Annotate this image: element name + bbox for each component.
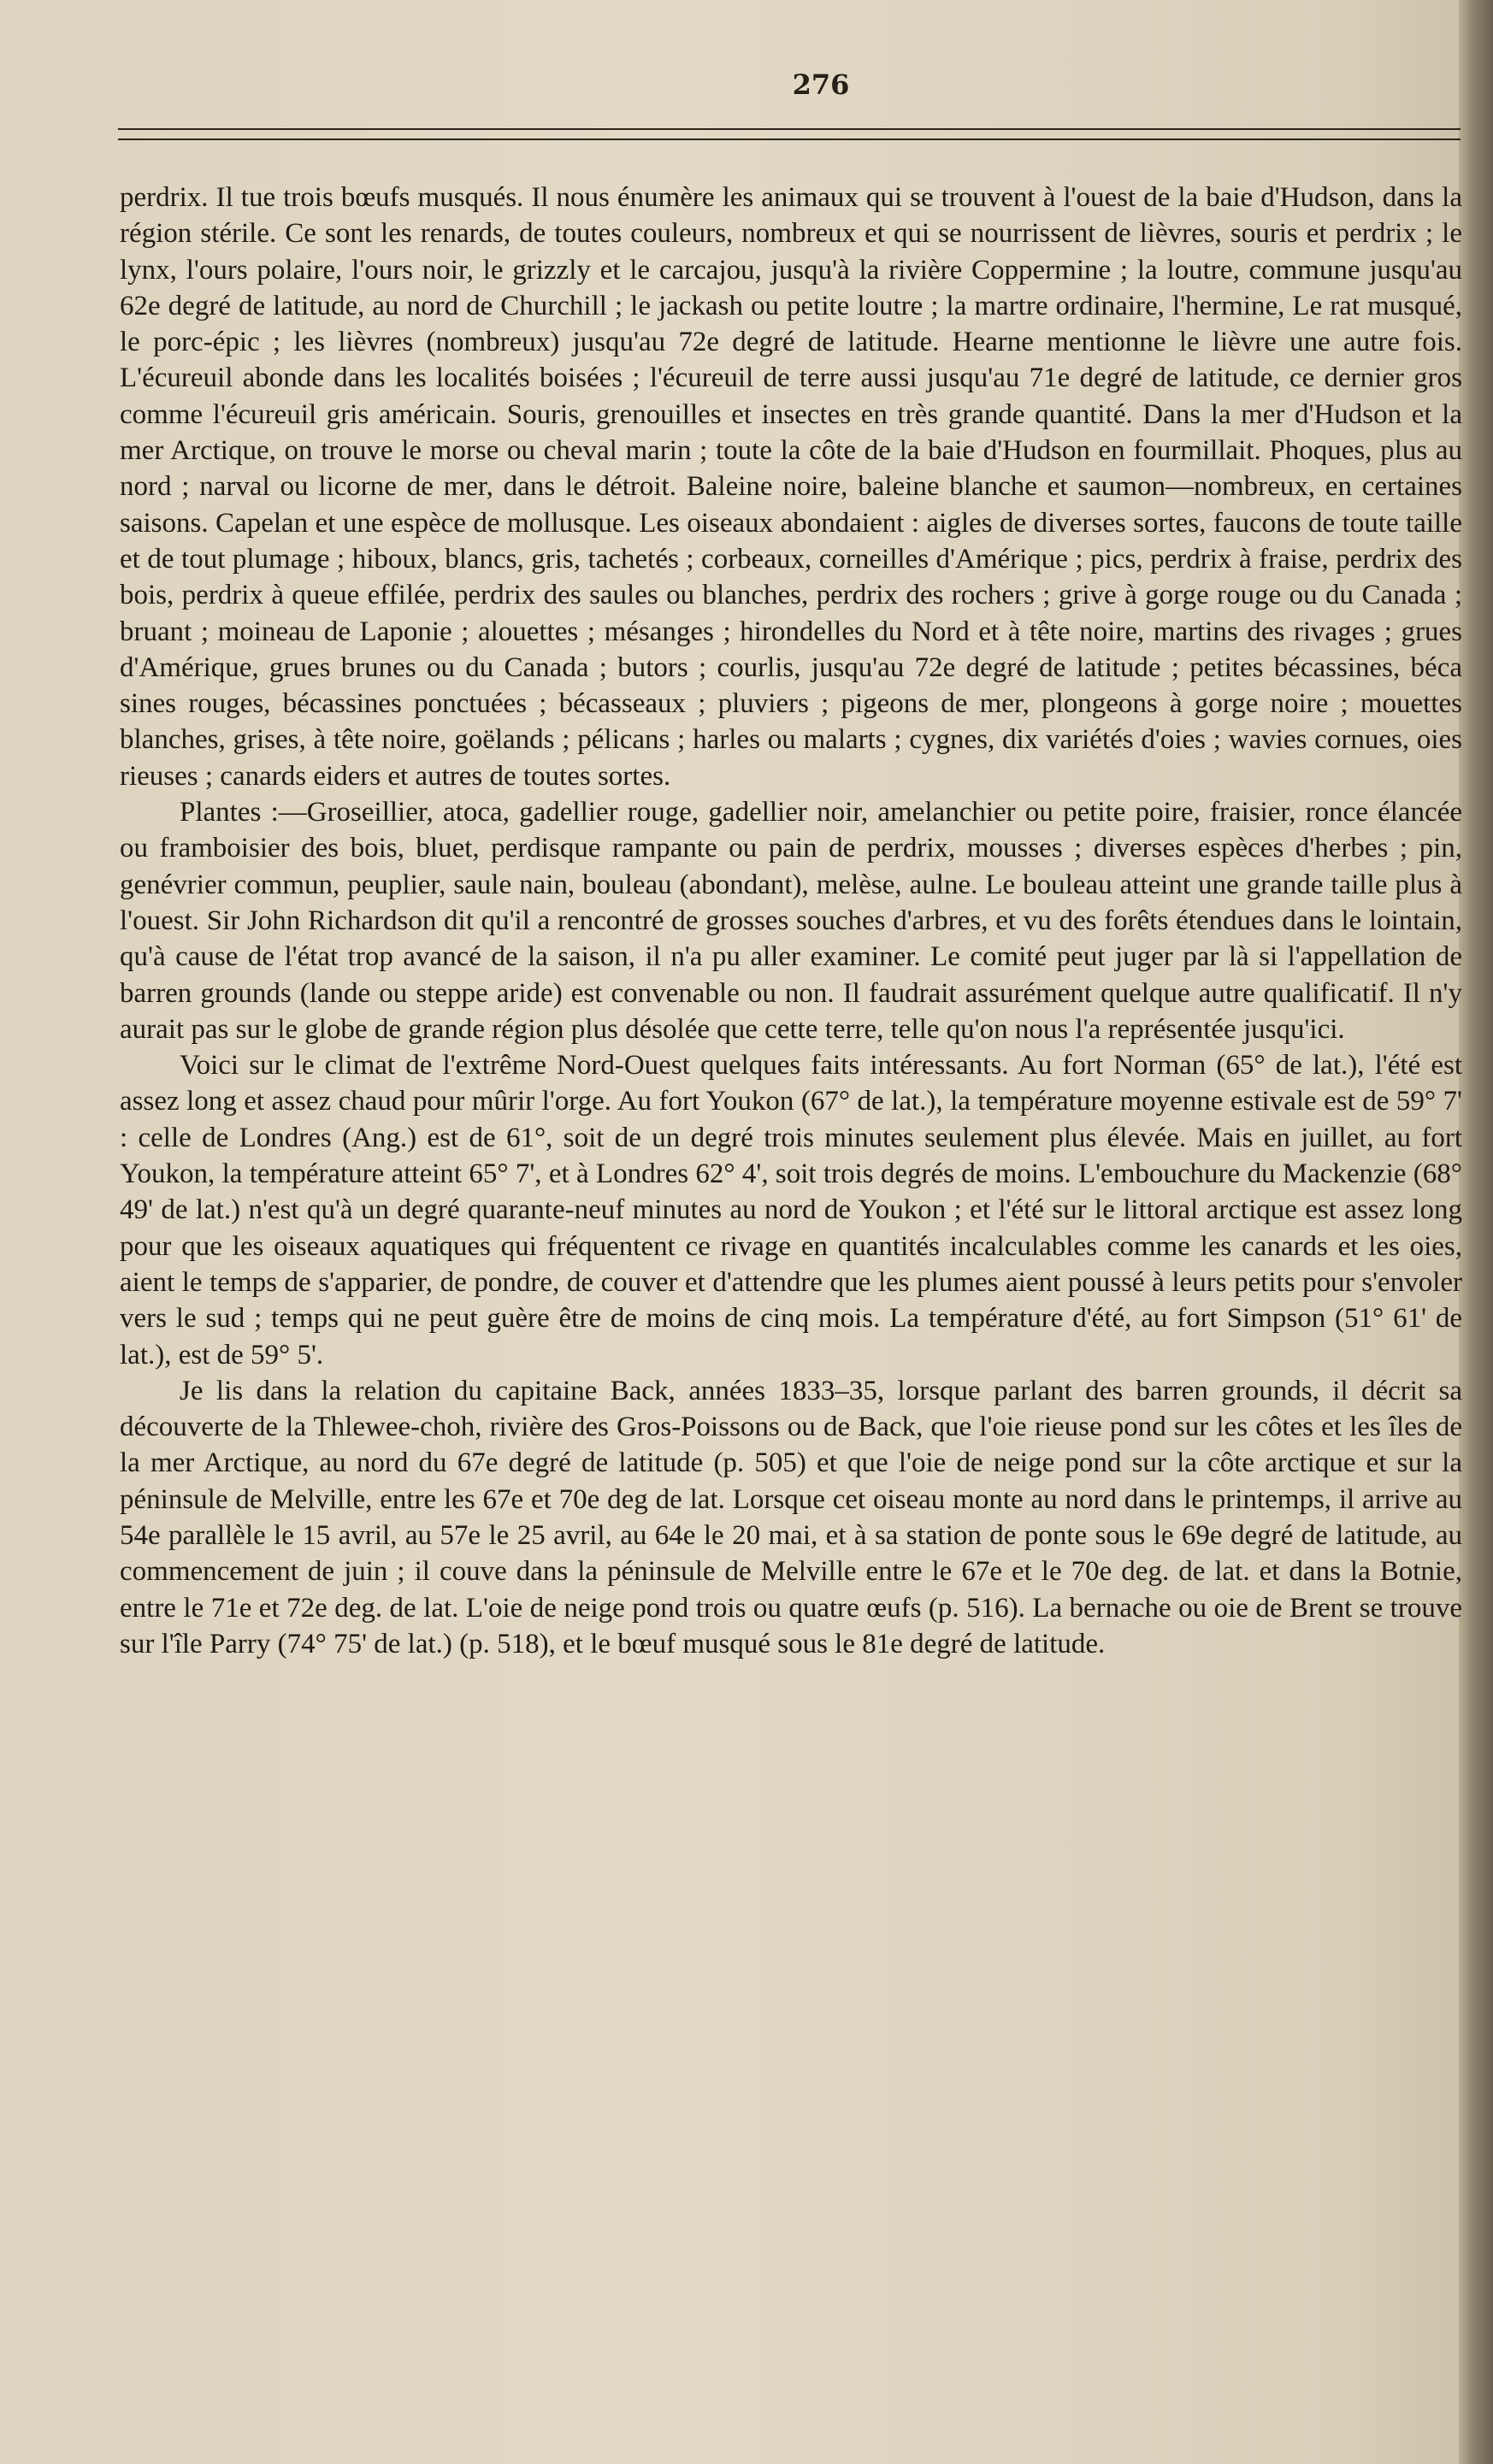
- paragraph-climate: Voici sur le climat de l'extrême Nord-Ouest quelques faits intéressants. Au fort Norman (65° de lat.), l'été est assez long et assez chaud pour mûrir l'orge. Au fort Youkon (67° de lat.), la température moyenne estivale est de 59° 7' : celle de Londres (Ang.) est de 61°, soit de un degré trois minutes seulement plus élevée. Mais en juillet, au fort Youkon, la température atteint 65° 7', et à Londres 62° 4', soit trois degrés de moins. L'embouchure du Mackenzie (68° 49' de lat.) n'est qu'à un degré quarante-neuf minutes au nord de Youkon ; et l'été sur le littoral arctique est assez long pour que les oiseaux aquatiques qui fréquentent ce rivage en quantités incalculables comme les canards et les oies, aient le temps de s'apparier, de pondre, de couver et d'attendre que les plumes aient poussé à leurs petits pour s'envoler vers le sud ; temps qui ne peut guère être de moins de cinq mois. La température d'été, au fort Simpson (51° 61' de lat.), est de 59° 5'.: [120, 1050, 1462, 1371]
- paragraph-back-relation: Je lis dans la relation du capitaine Back, années 1833–35, lorsque parlant des barren grounds, il décrit sa découverte de la Thlewee-choh, rivière des Gros-Poissons ou de Back, que l'oie rieuse pond sur les côtes et les îles de la mer Arctique, au nord du 67e degré de latitude (p. 505) et que l'oie de neige pond sur la côte arctique et sur la péninsule de Melville, entre les 67e et 70e deg de lat. Lorsque cet oiseau monte au nord dans le printemps, il arrive au 54e parallèle le 15 avril, au 57e le 25 avril, au 64e le 20 mai, et à sa station de ponte sous le 69e degré de latitude, au commencement de juin ; il couve dans la péninsule de Melville entre le 67e et le 70e deg. de lat. et dans la Botnie, entre le 71e et 72e deg. de lat. L'oie de neige pond trois ou quatre œufs (p. 516). La bernache ou oie de Brent se trouve sur l'île Parry (74° 75' de lat.) (p. 518), et le bœuf musqué sous le 81e degré de latitude.: [120, 1375, 1462, 1659]
- body-text: [120, 180, 1462, 2420]
- paragraph-animals: perdrix. Il tue trois bœufs musqués. Il nous énumère les animaux qui se trouvent à l'ouest de la baie d'Hudson, dans la région stérile. Ce sont les renards, de toutes couleurs, nombreux et qui se nourrissent de lièvres, souris et perdrix ; le lynx, l'ours polaire, l'ours noir, le grizzly et le carcajou, jusqu'à la rivière Coppermine ; la loutre, commune jusqu'au 62e degré de latitude, au nord de Churchill ; le jackash ou petite loutre ; la martre ordinaire, l'hermine, Le rat musqué, le porc-épic ; les lièvres (nombreux) jusqu'au 72e degré de latitude. Hearne mentionne le lièvre une autre fois. L'écureuil abonde dans les localités boisées ; l'écureuil de terre aussi jusqu'au 71e degré de latitude, ce dernier gros comme l'écureuil gris américain. Souris, grenouilles et insectes en très grande quantité. Dans la mer d'Hudson et la mer Arctique, on trouve le morse ou cheval marin ; toute la côte de la baie d'Hudson en fourmillait. Phoques, plus au nord ; narval ou licorne de mer, dans le détroit. Baleine noire, baleine blanche et saumon—nombreux, en certaines saisons. Capelan et une espèce de mollusque. Les oiseaux abondaient : aigles de diverses sortes, faucons de toute taille et de tout plumage ; hiboux, blancs, gris, tachetés ; corbeaux, corneilles d'Amérique ; pics, perdrix à fraise, perdrix des bois, perdrix à queue effilée, perdrix des saules ou blanches, perdrix des rochers ; grive à gorge rouge ou du Canada ; bruant ; moineau de Laponie ; alouettes ; mésanges ; hirondelles du Nord et à tête noire, martins des rivages ; grues d'Amérique, grues brunes ou du Canada ; butors ; courlis, jusqu'au 72e degré de latitude ; petites bécassines, béca sines rouges, bécassines ponctuées ; bécasseaux ; pluviers ; pigeons de mer, plongeons à gorge noire ; mouettes blanches, grises, à tête noire, goëlands ; pélicans ; harles ou malarts ; cygnes, dix variétés d'oies ; wavies cornues, oies rieuses ; canards eiders et autres de toutes sortes.: [120, 182, 1462, 792]
- page-number: 276: [792, 68, 850, 101]
- header-double-rule: [118, 128, 1461, 140]
- paragraph-plants: Plantes :—Groseillier, atoca, gadellier rouge, gadellier noir, amelanchier ou petite poire, fraisier, ronce élancée ou framboisier des bois, bluet, perdisque rampante ou pain de perdrix, mousses ; diverses espèces d'herbes ; pin, genévrier commun, peuplier, saule nain, bouleau (abondant), melèse, aulne. Le bouleau atteint une grande taille plus à l'ouest. Sir John Richardson dit qu'il a rencontré de grosses souches d'arbres, et vu des forêts étendues dans le lointain, qu'à cause de l'état trop avancé de la saison, il n'a pu aller examiner. Le comité peut juger par là si l'appellation de barren grounds (lande ou steppe aride) est convenable ou non. Il faudrait assurément quelque autre qualificatif. Il n'y aurait pas sur le globe de grande région plus désolée que cette terre, telle qu'on nous l'a représentée jusqu'ici.: [120, 797, 1462, 1045]
- binding-edge: [1459, 0, 1493, 2464]
